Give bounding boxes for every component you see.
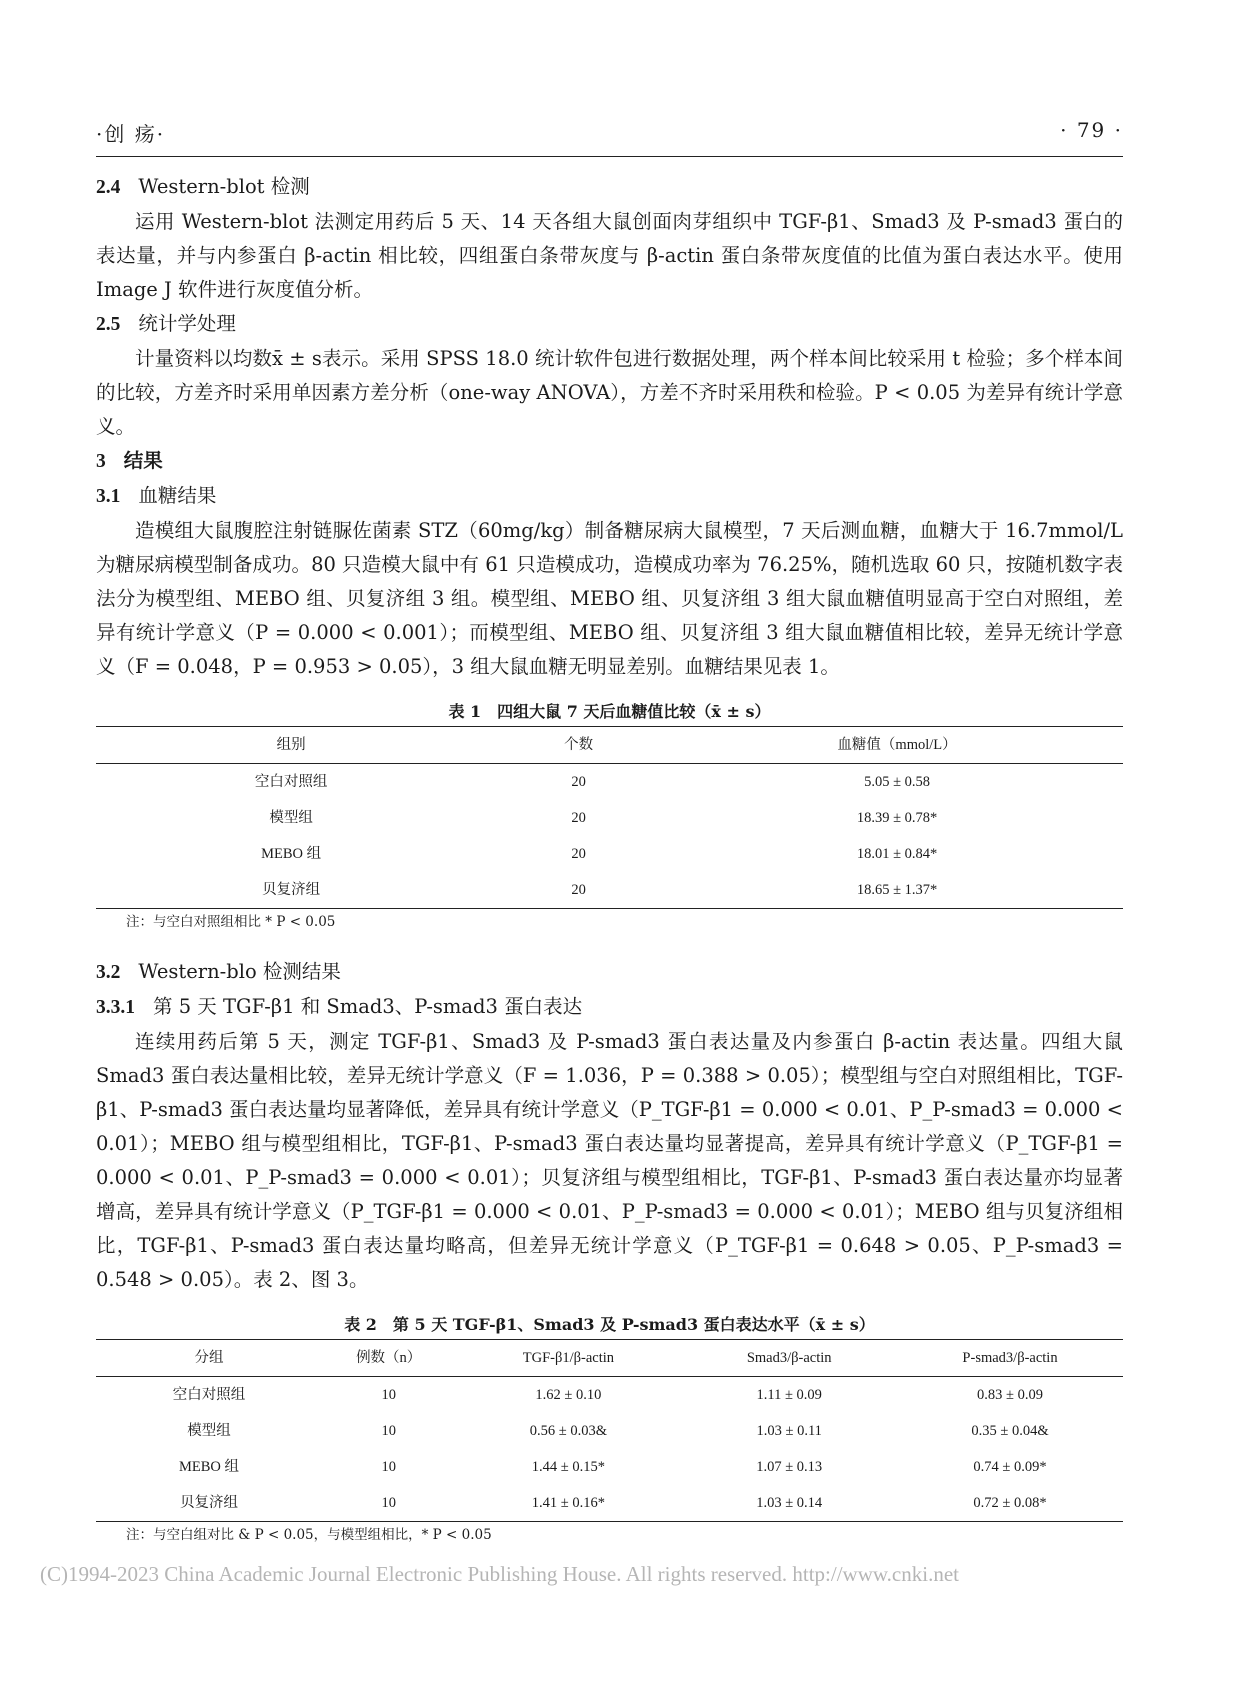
table-cell: 20 [571,774,586,790]
article-body [96,170,1123,1548]
heading-2-5: 2.5 统计学处理 [96,312,236,335]
heading-3-1: 3.1 血糖结果 [96,484,217,507]
heading-3-2: 3.2 Western-blo 检测结果 [96,960,341,983]
table-row [96,764,1123,801]
table-header-cell: P-smad3/β-actin [897,1340,1123,1377]
table-header-row [96,727,1123,764]
table-cell: 10 [381,1387,396,1403]
table-row [96,1413,1123,1449]
table-cell: 20 [571,810,586,826]
heading-3-3-1: 3.3.1 第 5 天 TGF-β1 和 Smad3、P-smad3 蛋白表达 [96,995,583,1018]
table-cell: 1.62 ± 0.10 [535,1387,602,1403]
page-number: · 79 · [1060,118,1123,142]
paragraph-2-5: 计量资料以均数x̄ ± s表示。采用 SPSS 18.0 统计软件包进行数据处理，两个样本间比较采用 t 检验；多个样本间的比较，方差齐时采用单因素方差分析（one-way ANOVA），方差不齐时采用秩和检验。P < 0.05 为差异有统计学意义。 [96,347,1123,438]
table-cell: 0.74 ± 0.09* [973,1459,1047,1475]
copyright-footer: (C)1994-2023 China Academic Journal Electronic Publishing House. All rights reserved. http://www.cnki.net [40,1562,959,1586]
table-cell: 18.01 ± 0.84* [856,846,938,862]
paragraph-2-4: 运用 Western-blot 法测定用药后 5 天、14 天各组大鼠创面肉芽组织中 TGF-β1、Smad3 及 P-smad3 蛋白的表达量，并与内参蛋白 β-actin 相比较，四组蛋白条带灰度与 β-actin 蛋白条带灰度值的比值为蛋白表达水平。使用 Image J 软件进行灰度值分析。 [96,210,1123,301]
table-header-cell: TGF-β1/β-actin [455,1340,681,1377]
table-cell: 10 [381,1423,396,1439]
table-cell: 1.41 ± 0.16* [455,1485,681,1522]
table-cell: 20 [486,872,671,909]
table-cell: 贝复济组 [96,1485,322,1522]
table-row [96,1377,1123,1414]
table-cell: 1.03 ± 0.14 [681,1485,897,1522]
heading-2-4: 2.4 Western-blot 检测 [96,175,310,198]
table-row [96,1449,1123,1485]
table-cell: MEBO 组 [178,1459,239,1475]
table-header-row [96,1340,1123,1377]
table-cell: 1.44 ± 0.15* [531,1459,606,1475]
table-header-cell: 个数 [486,727,671,764]
table-row [96,872,1123,909]
table-cell: 1.11 ± 0.09 [756,1387,822,1403]
table-header-cell: Smad3/β-actin [681,1340,897,1377]
table-cell: 18.39 ± 0.78* [856,810,938,826]
table-cell: 0.56 ± 0.03& [529,1423,608,1439]
table-cell: 0.35 ± 0.04& [971,1423,1049,1439]
paragraph-3-3-1: 连续用药后第 5 天，测定 TGF-β1、Smad3 及 P-smad3 蛋白表达量及内参蛋白 β-actin 表达量。四组大鼠 Smad3 蛋白表达量相比较，差异无统计学意义（F = 1.036，P = 0.388 > 0.05）；模型组与空白对照组相比，TGF-β1、P-smad3 蛋白表达量均显著降低，差异具有统计学意义（P_TGF-β1 = 0.000 < 0.01、P_P-smad3 = 0.000 < 0.01）；MEBO 组与模型组相比，TGF-β1、P-smad3 蛋白表达量均显著提高，差异具有统计学意义（P_TGF-β1 = 0.000 < 0.01、P_P-smad3 = 0.000 < 0.01）；贝复济组与模型组相比，TGF-β1、P-smad3 蛋白表达量亦均显著增高，差异具有统计学意义（P_TGF-β1 = 0.000 < 0.01、P_P-smad3 = 0.000 < 0.01）；MEBO 组与贝复济组相比，TGF-β1、P-smad3 蛋白表达量均略高，但差异无统计学意义（P_TGF-β1 = 0.648 > 0.05、P_P-smad3 = 0.548 > 0.05）。表 2、图 3。 [96,1030,1123,1291]
table-cell: 空白对照组 [172,1387,246,1403]
table-1 [96,726,1123,909]
table-cell: 0.72 ± 0.08* [897,1485,1123,1522]
table-cell: 10 [381,1459,396,1475]
table-2-note: 注：与空白组对比 & P < 0.05，与模型组相比，* P < 0.05 [126,1527,492,1543]
table-cell: 空白对照组 [254,774,328,790]
table-cell: 0.83 ± 0.09 [977,1387,1043,1403]
table-header-cell: 例数（n） [322,1340,456,1377]
header-rule [96,156,1123,157]
table-cell: 模型组 [187,1423,231,1439]
table-2-caption: 表 2 第 5 天 TGF-β1、Smad3 及 P-smad3 蛋白表达水平（x̄ ± s） [344,1315,875,1334]
table-row [96,1485,1123,1522]
table-header-cell: 分组 [96,1340,322,1377]
table-cell: 模型组 [269,810,313,826]
table-1-caption: 表 1 四组大鼠 7 天后血糖值比较（x̄ ± s） [448,702,771,721]
table-cell: 贝复济组 [96,872,486,909]
table-header-cell: 血糖值（mmol/L） [671,727,1123,764]
table-2 [96,1339,1123,1522]
paragraph-3-1: 造模组大鼠腹腔注射链脲佐菌素 STZ（60mg/kg）制备糖尿病大鼠模型，7 天后测血糖，血糖大于 16.7mmol/L 为糖尿病模型制备成功。80 只造模大鼠中有 61 只造模成功，造模成功率为 76.25%，随机选取 60 只，按随机数字表法分为模型组、MEBO 组、贝复济组 3 组。模型组、MEBO 组、贝复济组 3 组大鼠血糖值明显高于空白对照组，差异有统计学意义（P = 0.000 < 0.001）；而模型组、MEBO 组、贝复济组 3 组大鼠血糖值相比较，差异无统计学意义（F = 0.048，P = 0.953 > 0.05），3 组大鼠血糖无明显差别。血糖结果见表 1。 [96,519,1123,678]
table-cell: 1.03 ± 0.11 [756,1423,822,1439]
table-cell: 5.05 ± 0.58 [864,774,931,790]
table-cell: 10 [322,1485,456,1522]
table-header-cell: 组别 [96,727,486,764]
table-row [96,800,1123,836]
table-1-note: 注：与空白对照组相比 * P < 0.05 [126,914,336,930]
table-cell: 1.07 ± 0.13 [756,1459,823,1475]
table-cell: MEBO 组 [261,846,322,862]
journal-section-name: ·创 疡· [96,122,166,146]
heading-3: 3 结果 [96,449,163,472]
table-row [96,836,1123,872]
table-cell: 20 [571,846,586,862]
table-cell: 18.65 ± 1.37* [671,872,1123,909]
running-header [96,118,1123,152]
